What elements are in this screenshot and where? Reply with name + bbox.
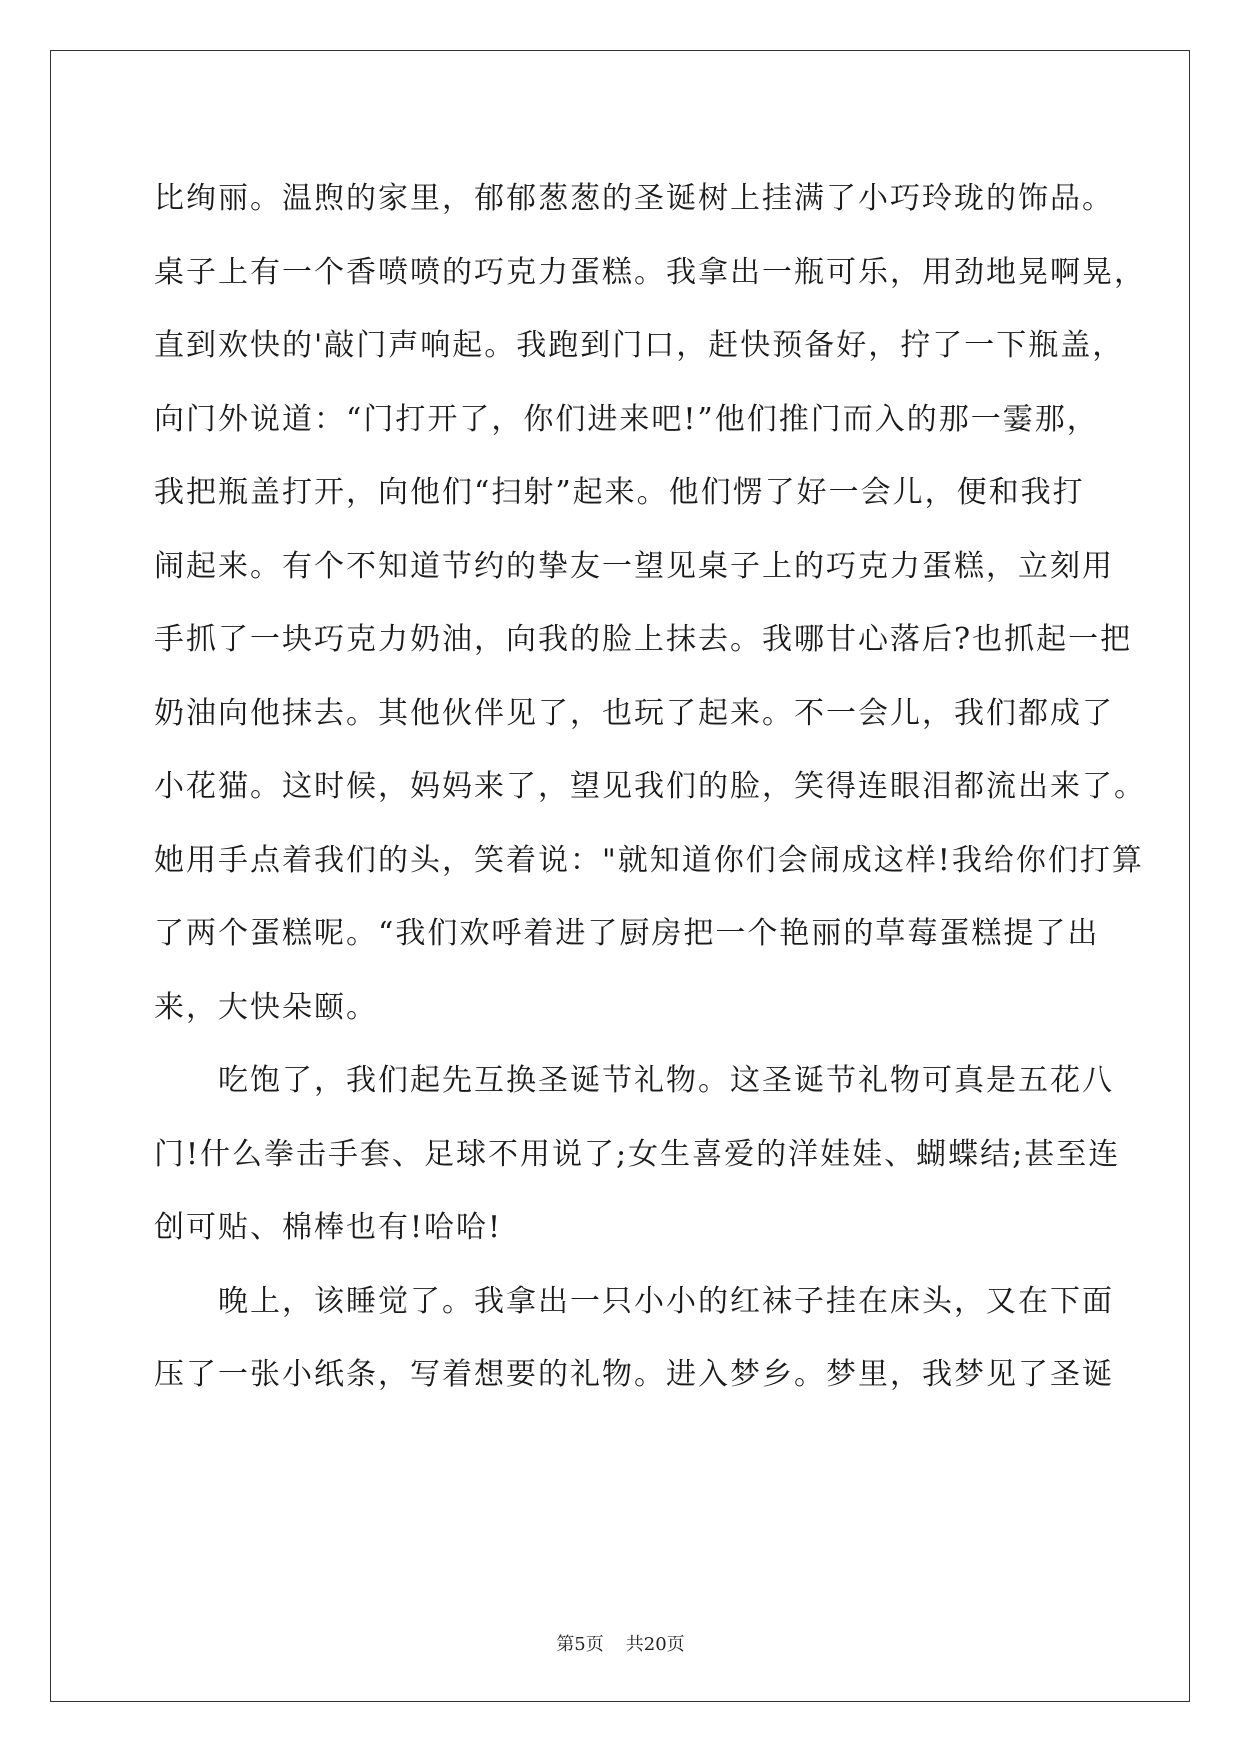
text-line: 直到欢快的'敲门声响起。我跑到门口，赶快预备好，拧了一下瓶盖， [154, 328, 1125, 363]
text-line: 了两个蛋糕呢。“我们欢呼着进了厨房把一个艳丽的草莓蛋糕提了出 [154, 916, 1100, 951]
text-line: 压了一张小纸条，写着想要的礼物。进入梦乡。梦里，我梦见了圣诞 [154, 1357, 1114, 1392]
total-pages: 共20页 [625, 1634, 685, 1655]
text-line: 小花猫。这时候，妈妈来了，望见我们的脸，笑得连眼泪都流出来了。 [154, 769, 1146, 804]
text-line: 她用手点着我们的头，笑着说："就知道你们会闹成这样!我给你们打算 [154, 842, 1144, 878]
text-line: 手抓了一块巧克力奶油，向我的脸上抹去。我哪甘心落后?也抓起一把 [154, 622, 1133, 657]
page-footer [0, 1630, 1241, 1656]
text-line: 闹起来。有个不知道节约的挚友一望见桌子上的巧克力蛋糕，立刻用 [154, 548, 1114, 584]
text-line: 门!什么拳击手套、足球不用说了;女生喜爱的洋娃娃、蝴蝶结;甚至连 [154, 1136, 1121, 1172]
text-line: 向门外说道：“门打开了，你们进来吧!”他们推门而入的那一霎那， [154, 401, 1099, 437]
text-line: 奶油向他抹去。其他伙伴见了，也玩了起来。不一会儿，我们都成了 [154, 695, 1114, 731]
paragraph-first-line: 吃饱了，我们起先互换圣诞节礼物。这圣诞节礼物可真是五花八 [218, 1063, 1114, 1098]
text-line: 来，大快朵颐。 [154, 989, 378, 1025]
text-line: 创可贴、棉棒也有!哈哈! [154, 1210, 503, 1245]
text-line: 比绚丽。温煦的家里，郁郁葱葱的圣诞树上挂满了小巧玲珑的饰品。 [154, 181, 1114, 216]
text-line: 桌子上有一个香喷喷的巧克力蛋糕。我拿出一瓶可乐，用劲地晃啊晃， [154, 254, 1146, 290]
document-body [154, 162, 1146, 1412]
text-line: 我把瓶盖打开，向他们“扫射”起来。他们愣了好一会儿，便和我打 [154, 475, 1085, 510]
page-number: 第5页 [556, 1634, 604, 1655]
paragraph-first-line: 晚上，该睡觉了。我拿出一只小小的红袜子挂在床头，又在下面 [218, 1283, 1114, 1319]
